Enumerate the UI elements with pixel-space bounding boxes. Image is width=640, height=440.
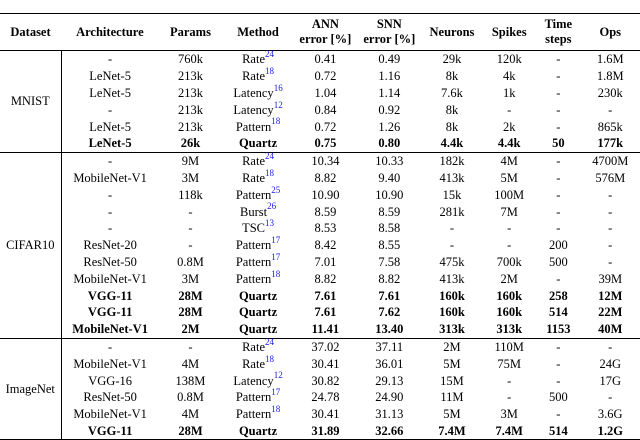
params-cell: 213k: [177, 102, 203, 117]
method-label: Rate: [242, 52, 266, 67]
time-steps-cell: -: [556, 339, 561, 354]
ops-cell: 1.8M: [596, 69, 624, 84]
ops-cell: 40M: [581, 321, 640, 338]
time-steps-cell: 500: [548, 390, 568, 405]
architecture-cell: ResNet-20: [83, 238, 137, 253]
method-label: Latency: [233, 373, 274, 388]
col-dataset: Dataset: [10, 24, 51, 39]
time-steps-cell: -: [556, 407, 561, 422]
snn-error-cell: 10.33: [375, 154, 404, 169]
spikes-cell: 110M: [494, 339, 524, 354]
ann-error-cell: 30.82: [311, 373, 340, 388]
ann-error-cell: 8.59: [314, 204, 337, 219]
col-snn-error: [357, 14, 422, 51]
time-steps-cell: -: [556, 373, 561, 388]
architecture-cell: -: [108, 154, 113, 169]
params-cell: 213k: [177, 85, 203, 100]
neurons-cell: 281k: [439, 204, 465, 219]
table-row: [0, 304, 640, 321]
method-label: Latency: [233, 85, 274, 100]
ops-cell: 1.6M: [596, 52, 624, 67]
spikes-cell: 2k: [502, 119, 516, 134]
table-row: [0, 118, 640, 135]
method-cell: [222, 338, 294, 355]
ops-cell: 865k: [597, 119, 623, 134]
ann-error-cell: 30.41: [311, 407, 340, 422]
params-cell: 0.8M: [177, 390, 204, 405]
architecture-cell: VGG-11: [87, 305, 133, 320]
spikes-cell: 7.4M: [482, 423, 536, 440]
table-row: [0, 423, 640, 440]
citation-link[interactable]: 24: [265, 336, 275, 347]
ann-error-cell: 0.72: [314, 119, 337, 134]
ann-error-cell: 0.41: [314, 52, 337, 67]
ops-cell: -: [608, 254, 613, 269]
snn-error-cell: 8.55: [378, 238, 401, 253]
method-label: Burst: [240, 204, 268, 219]
architecture-cell: -: [108, 187, 113, 202]
snn-error-cell: 1.16: [378, 69, 401, 84]
method-cell: [222, 237, 294, 254]
neurons-cell: 8k: [445, 69, 459, 84]
results-table: [0, 13, 640, 440]
architecture-cell: -: [108, 102, 113, 117]
params-cell: 26k: [159, 135, 223, 152]
time-steps-cell: -: [556, 356, 561, 371]
neurons-cell: 160k: [439, 305, 465, 320]
architecture-cell: VGG-11: [61, 423, 159, 440]
ops-cell: 4700M: [592, 154, 629, 169]
architecture-cell: LeNet-5: [89, 119, 131, 134]
time-steps-cell: -: [556, 170, 561, 185]
time-steps-cell: 514: [548, 305, 568, 320]
method-cell: [222, 287, 294, 304]
ann-error-cell: 8.82: [314, 170, 337, 185]
method-label: Pattern: [235, 119, 272, 134]
method-label: Pattern: [235, 390, 272, 405]
architecture-cell: LeNet-5: [61, 135, 159, 152]
col-ann-error-line2: error [%]: [299, 32, 352, 46]
neurons-cell: 8k: [445, 119, 459, 134]
col-ann-error: [294, 14, 357, 51]
table-row: [0, 406, 640, 423]
col-snn-error-line2: error [%]: [363, 32, 416, 46]
ann-error-cell: 37.02: [311, 339, 340, 354]
time-steps-cell: -: [556, 271, 561, 286]
method-cell: [222, 423, 294, 440]
params-cell: 4M: [181, 407, 200, 422]
col-architecture: Architecture: [76, 24, 144, 39]
neurons-cell: 7.6k: [441, 85, 463, 100]
ann-error-cell: 0.84: [314, 102, 337, 117]
spikes-cell: 100M: [494, 187, 525, 202]
ann-error-cell: 8.82: [314, 271, 337, 286]
architecture-cell: MobileNet-V1: [61, 321, 159, 338]
spikes-cell: -: [507, 102, 512, 117]
architecture-cell: MobileNet-V1: [73, 271, 147, 286]
ann-error-cell: 8.53: [314, 221, 337, 236]
method-label: Rate: [242, 69, 266, 84]
citation-link[interactable]: 18: [271, 116, 281, 127]
ann-error-cell: 10.34: [311, 154, 340, 169]
spikes-cell: 4.4k: [482, 135, 536, 152]
table-body: [0, 51, 640, 440]
neurons-cell: 475k: [439, 254, 465, 269]
time-steps-cell: 200: [548, 238, 568, 253]
spikes-cell: -: [507, 373, 512, 388]
time-steps-cell: -: [556, 85, 561, 100]
time-steps-cell: 258: [548, 288, 568, 303]
snn-error-cell: 8.59: [378, 204, 401, 219]
ann-error-cell: 7.61: [314, 288, 337, 303]
table-row: [0, 51, 640, 68]
citation-link[interactable]: 17: [271, 387, 281, 398]
spikes-cell: 700k: [496, 254, 522, 269]
spikes-cell: 313k: [482, 321, 536, 338]
params-cell: 4M: [181, 356, 200, 371]
time-steps-cell: -: [556, 119, 561, 134]
ops-cell: 177k: [581, 135, 640, 152]
method-cell: [222, 251, 294, 271]
ops-cell: -: [608, 339, 613, 354]
method-cell: [222, 101, 294, 118]
table-row: [0, 338, 640, 355]
method-label: Rate: [242, 356, 266, 371]
ops-cell: 22M: [598, 305, 623, 320]
method-cell: [222, 82, 294, 102]
table-row: [0, 355, 640, 372]
ops-cell: -: [608, 221, 613, 236]
snn-error-cell: 7.62: [378, 305, 401, 320]
architecture-cell: MobileNet-V1: [73, 407, 147, 422]
snn-error-cell: 29.13: [375, 373, 404, 388]
ops-cell: 1.2G: [581, 423, 640, 440]
ops-cell: -: [608, 102, 613, 117]
method-cell: [222, 152, 294, 169]
citation-link[interactable]: 17: [271, 235, 281, 245]
architecture-cell: VGG-11: [87, 288, 133, 303]
citation-link[interactable]: 13: [265, 218, 275, 229]
params-cell: 3M: [181, 271, 200, 286]
neurons-cell: -: [449, 238, 455, 253]
time-steps-cell: -: [556, 204, 561, 219]
snn-error-cell: 36.01: [375, 356, 404, 371]
method-label: Rate: [242, 154, 266, 169]
method-label: TSC: [242, 221, 266, 236]
spikes-cell: 160k: [496, 288, 523, 303]
params-cell: 28M: [178, 288, 203, 303]
architecture-cell: -: [108, 221, 113, 236]
method-cell: [222, 321, 294, 338]
method-label: Pattern: [235, 254, 272, 269]
citation-link[interactable]: 12: [273, 370, 283, 381]
architecture-cell: MobileNet-V1: [73, 170, 147, 185]
citation-link[interactable]: 18: [271, 403, 281, 414]
table-row: [0, 321, 640, 338]
table-row: [0, 372, 640, 389]
architecture-cell: ResNet-50: [83, 254, 137, 269]
spikes-cell: 5M: [500, 170, 518, 185]
neurons-cell: -: [449, 221, 455, 236]
neurons-cell: 5M: [443, 407, 461, 422]
ann-error-cell: 11.41: [294, 321, 357, 338]
ops-cell: 230k: [597, 85, 623, 100]
table-row: [0, 186, 640, 203]
params-cell: 760k: [177, 52, 203, 67]
architecture-cell: LeNet-5: [89, 85, 131, 100]
snn-error-cell: 0.80: [357, 135, 422, 152]
time-steps-cell: -: [556, 69, 561, 84]
neurons-cell: 29k: [442, 52, 462, 67]
ops-cell: 3.6G: [597, 407, 623, 422]
method-label: Pattern: [235, 271, 272, 286]
citation-link[interactable]: 18: [265, 167, 275, 178]
spikes-cell: -: [507, 390, 512, 405]
method-cell: [222, 403, 294, 423]
neurons-cell: 160k: [439, 288, 465, 303]
citation-link[interactable]: 17: [271, 251, 281, 262]
snn-error-cell: 32.66: [357, 423, 422, 440]
method-label: Quartz: [238, 305, 278, 320]
spikes-cell: 2M: [500, 271, 518, 286]
neurons-cell: 4.4k: [422, 135, 482, 152]
params-cell: 118k: [178, 187, 203, 202]
ops-cell: -: [608, 238, 613, 253]
params-cell: 9M: [181, 154, 200, 169]
neurons-cell: 8k: [445, 102, 459, 117]
col-neurons: Neurons: [429, 24, 475, 39]
table-row: [0, 101, 640, 118]
spikes-cell: -: [507, 221, 512, 236]
params-cell: 213k: [177, 119, 203, 134]
neurons-cell: 2M: [443, 339, 461, 354]
method-cell: [222, 68, 294, 85]
table-row: [0, 170, 640, 187]
time-steps-cell: -: [556, 187, 561, 202]
method-cell: [222, 118, 294, 135]
params-cell: 2M: [159, 321, 223, 338]
method-cell: [222, 372, 294, 389]
time-steps-cell: 514: [536, 423, 580, 440]
ann-error-cell: 0.75: [294, 135, 357, 152]
neurons-cell: 413k: [439, 170, 465, 185]
table-row: [0, 85, 640, 102]
dataset-cell: ImageNet: [0, 338, 61, 440]
snn-error-cell: 8.58: [378, 221, 401, 236]
citation-link[interactable]: 16: [273, 82, 283, 93]
col-ops: Ops: [599, 24, 622, 39]
method-label: Pattern: [235, 187, 272, 202]
spikes-cell: 1k: [502, 85, 516, 100]
method-cell: [222, 355, 294, 372]
spikes-cell: 160k: [496, 305, 523, 320]
spikes-cell: 75M: [497, 356, 521, 371]
spikes-cell: 120k: [496, 52, 522, 67]
snn-error-cell: 8.82: [378, 271, 401, 286]
table-row: [0, 254, 640, 271]
col-snn-error-line1: SNN: [376, 17, 402, 31]
snn-error-cell: 7.61: [378, 288, 401, 303]
col-time-steps-line2: steps: [545, 32, 572, 46]
snn-error-cell: 24.90: [375, 390, 404, 405]
ann-error-cell: 10.90: [311, 187, 340, 202]
dataset-cell: CIFAR10: [0, 152, 61, 338]
architecture-cell: LeNet-5: [89, 69, 131, 84]
table-row: [0, 152, 640, 169]
neurons-cell: 413k: [439, 271, 465, 286]
architecture-cell: -: [108, 339, 113, 354]
table-row: [0, 203, 640, 220]
architecture-cell: MobileNet-V1: [73, 356, 147, 371]
col-params: Params: [170, 24, 211, 39]
spikes-cell: 3M: [500, 407, 518, 422]
snn-error-cell: 1.26: [378, 119, 401, 134]
table-row: [0, 237, 640, 254]
ops-cell: -: [608, 204, 613, 219]
method-cell: [222, 389, 294, 406]
method-cell: [222, 203, 294, 220]
ops-cell: -: [608, 390, 613, 405]
col-time-steps: [536, 14, 580, 51]
ops-cell: 24G: [599, 356, 622, 371]
neurons-cell: 11M: [440, 390, 464, 405]
params-cell: -: [188, 221, 193, 236]
table-row: [0, 220, 640, 237]
method-cell: [222, 167, 294, 187]
ops-cell: -: [608, 187, 613, 202]
params-cell: 138M: [175, 373, 206, 388]
method-label: Quartz: [238, 423, 278, 438]
snn-error-cell: 0.49: [378, 52, 401, 67]
method-label: Quartz: [238, 288, 278, 303]
snn-error-cell: 1.14: [378, 85, 401, 100]
time-steps-cell: -: [556, 52, 561, 67]
snn-error-cell: 37.11: [375, 339, 404, 354]
neurons-cell: 182k: [439, 154, 465, 169]
architecture-cell: ResNet-50: [83, 390, 137, 405]
citation-link[interactable]: 26: [267, 201, 277, 212]
ann-error-cell: 1.04: [314, 85, 337, 100]
method-label: Quartz: [238, 136, 278, 151]
snn-error-cell: 31.13: [375, 407, 404, 422]
ann-error-cell: 30.41: [311, 356, 340, 371]
ann-error-cell: 7.01: [314, 254, 337, 269]
ops-cell: 39M: [598, 271, 623, 286]
architecture-cell: -: [108, 204, 113, 219]
col-spikes: Spikes: [491, 24, 527, 39]
citation-link[interactable]: 18: [271, 268, 281, 279]
params-cell: 28M: [159, 423, 223, 440]
time-steps-cell: 1153: [536, 321, 580, 338]
neurons-cell: 7.4M: [422, 423, 482, 440]
architecture-cell: VGG-16: [88, 373, 132, 388]
table-row: [0, 287, 640, 304]
method-cell: [222, 186, 294, 203]
method-label: Pattern: [235, 407, 272, 422]
spikes-cell: 4k: [502, 69, 516, 84]
ann-error-cell: 0.72: [314, 69, 337, 84]
method-label: Quartz: [238, 322, 278, 337]
snn-error-cell: 10.90: [375, 187, 404, 202]
ops-cell: 17G: [599, 373, 622, 388]
col-ann-error-line1: ANN: [311, 17, 339, 31]
params-cell: -: [188, 238, 193, 253]
snn-error-cell: 9.40: [378, 170, 401, 185]
params-cell: 3M: [181, 170, 200, 185]
table-row: [0, 270, 640, 287]
snn-error-cell: 13.40: [357, 321, 422, 338]
header-row: [0, 14, 640, 51]
citation-link[interactable]: 24: [265, 49, 275, 60]
method-label: Rate: [242, 339, 266, 354]
method-label: Pattern: [235, 238, 272, 253]
table-row: [0, 389, 640, 406]
ops-cell: 12M: [598, 288, 623, 303]
ann-error-cell: 7.61: [314, 305, 337, 320]
dataset-cell: MNIST: [0, 51, 61, 153]
params-cell: 213k: [177, 69, 203, 84]
spikes-cell: 7M: [500, 204, 518, 219]
ann-error-cell: 8.42: [314, 238, 337, 253]
params-cell: 0.8M: [177, 254, 204, 269]
time-steps-cell: -: [556, 221, 561, 236]
snn-error-cell: 7.58: [378, 254, 401, 269]
time-steps-cell: -: [556, 154, 561, 169]
method-cell: [222, 220, 294, 237]
citation-link[interactable]: 18: [265, 66, 275, 77]
neurons-cell: 313k: [422, 321, 482, 338]
neurons-cell: 5M: [443, 356, 461, 371]
time-steps-cell: 50: [536, 135, 580, 152]
method-cell: [222, 270, 294, 287]
table-row: [0, 135, 640, 152]
params-cell: 28M: [178, 305, 203, 320]
snn-error-cell: 0.92: [378, 102, 401, 117]
method-cell: [222, 51, 294, 68]
table-row: [0, 68, 640, 85]
col-method: Method: [237, 24, 279, 39]
citation-link[interactable]: 24: [265, 151, 275, 162]
citation-link[interactable]: 12: [273, 99, 283, 110]
time-steps-cell: 500: [548, 254, 568, 269]
architecture-cell: -: [108, 52, 113, 67]
method-label: Rate: [242, 170, 266, 185]
citation-link[interactable]: 18: [265, 353, 275, 364]
col-time-steps-line1: Time: [544, 17, 573, 31]
time-steps-cell: -: [556, 102, 561, 117]
params-cell: -: [188, 339, 193, 354]
method-label: Latency: [233, 102, 274, 117]
spikes-cell: -: [507, 238, 512, 253]
spikes-cell: 4M: [500, 154, 518, 169]
ops-cell: 576M: [595, 170, 626, 185]
neurons-cell: 15M: [440, 373, 464, 388]
method-cell: [222, 304, 294, 321]
ann-error-cell: 31.89: [294, 423, 357, 440]
citation-link[interactable]: 25: [271, 184, 281, 195]
neurons-cell: 15k: [442, 187, 462, 202]
ann-error-cell: 24.78: [311, 390, 340, 405]
method-cell: [222, 135, 294, 152]
params-cell: -: [188, 204, 193, 219]
